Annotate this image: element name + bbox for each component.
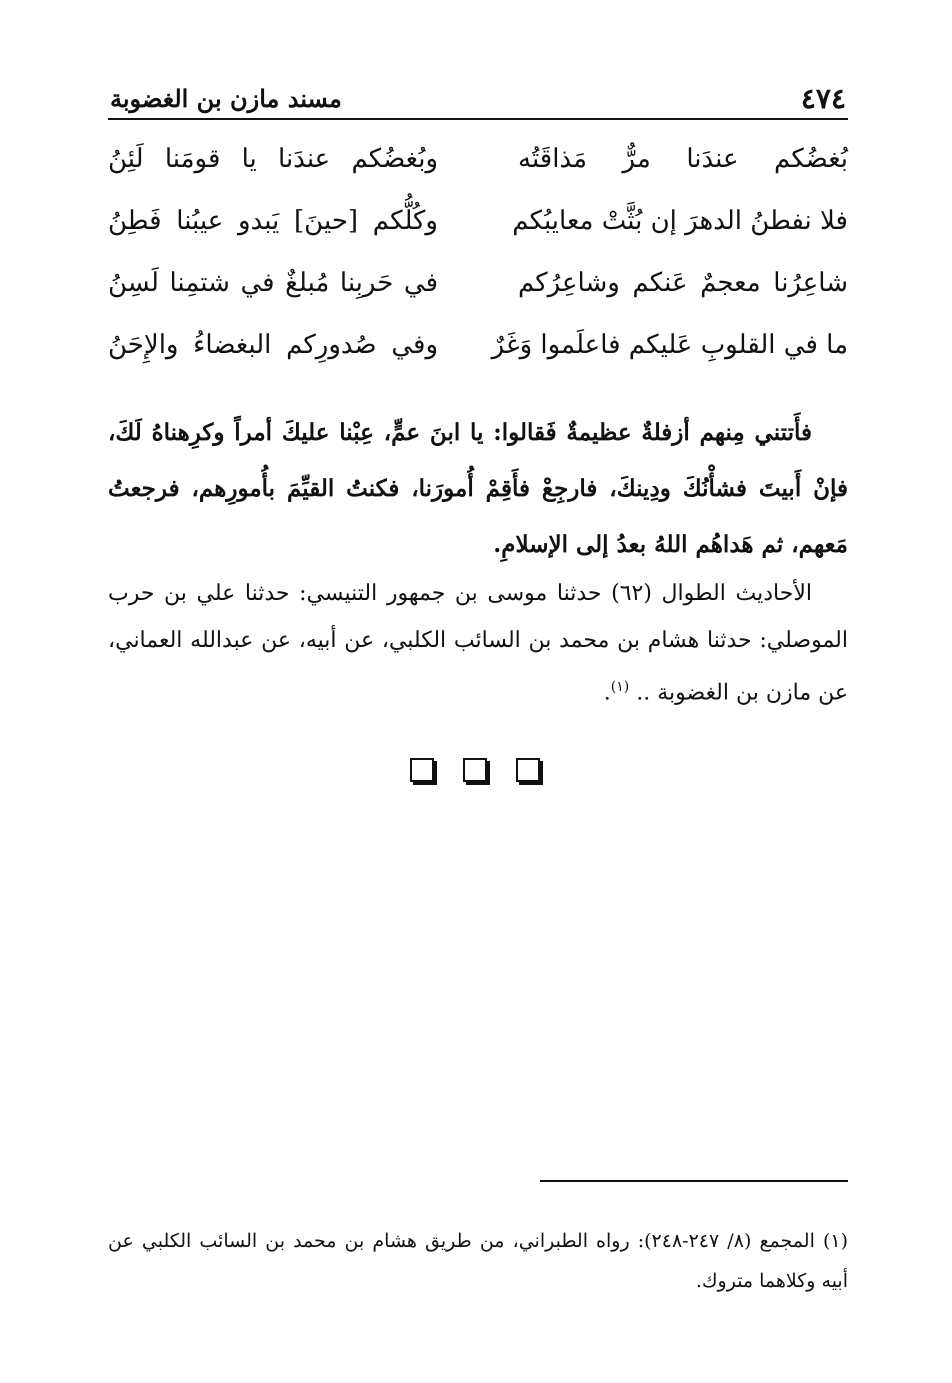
page-number: ٤٧٤ [800,82,846,115]
square-ornament-icon [516,758,540,782]
verse-second-hemistich: وبُغضُكم عندَنا يا قومَنا لَئِنُ [108,144,438,174]
source-paragraph [108,570,848,716]
verse-line [108,202,848,264]
verse-first-hemistich: شاعِرُنا معجمٌ عَنكم وشاعِرُكم [518,268,848,298]
verse-first-hemistich: فلا نفطنُ الدهرَ إن بُثَّتْ معايبُكم [512,206,848,236]
footnote-divider [540,1180,848,1182]
verse-first-hemistich: ما في القلوبِ عَليكم فاعلَموا وَغَرٌ [491,330,848,360]
square-ornament-icon [463,758,487,782]
poem [108,140,848,388]
square-ornament-icon [410,758,434,782]
footnote-reference[interactable]: (١) [610,679,630,695]
verse-line [108,140,848,202]
source-end: . [603,680,611,706]
section-separator [410,756,540,784]
verse-second-hemistich: وفي صُدورِكم البغضاءُ والإِحَنُ [108,330,438,360]
page-header [108,82,848,120]
verse-first-hemistich: بُغضُكم عندَنا مرٌّ مَذاقَتُه [518,144,848,174]
verse-second-hemistich: في حَربِنا مُبلغٌ في شتمِنا لَسِنُ [108,268,438,298]
verse-second-hemistich: وكُلُّكم [حينَ] يَبدو عيبُنا فَطِنُ [108,206,438,236]
narrative-paragraph: فأَتتني مِنهم أزفلةٌ عظيمةٌ فَقالوا: يا ابنَ عمٍّ، عِبْنا عليكَ أمراً وكرِهناهُ لَكَ، فإنْ أَبيتَ فشأْنُكَ ودِينكَ، فارجِعْ فأَقِمْ أُمورَنا، فكنتُ القيِّمَ بأُمورِهم، فرجعتُ مَعهم، ثم هَداهُم اللهُ بعدُ إلى الإسلامِ. [108,419,848,558]
footnote: (١) المجمع (٨/ ٢٤٧-٢٤٨): رواه الطبراني، من طريق هشام بن محمد بن السائب الكلبي عن أبيه وكلاهما متروك. [108,1230,848,1292]
verse-line [108,326,848,388]
verse-line [108,264,848,326]
running-title: مسند مازن بن الغضوبة [110,84,342,113]
source-text: الأحاديث الطوال (٦٢) حدثنا موسى بن جمهور التنيسي: حدثنا علي بن حرب الموصلي: حدثنا هشام بن محمد بن السائب الكلبي، عن أبيه، عن عبدالله العماني، عن مازن بن الغضوبة .. [108,581,848,706]
